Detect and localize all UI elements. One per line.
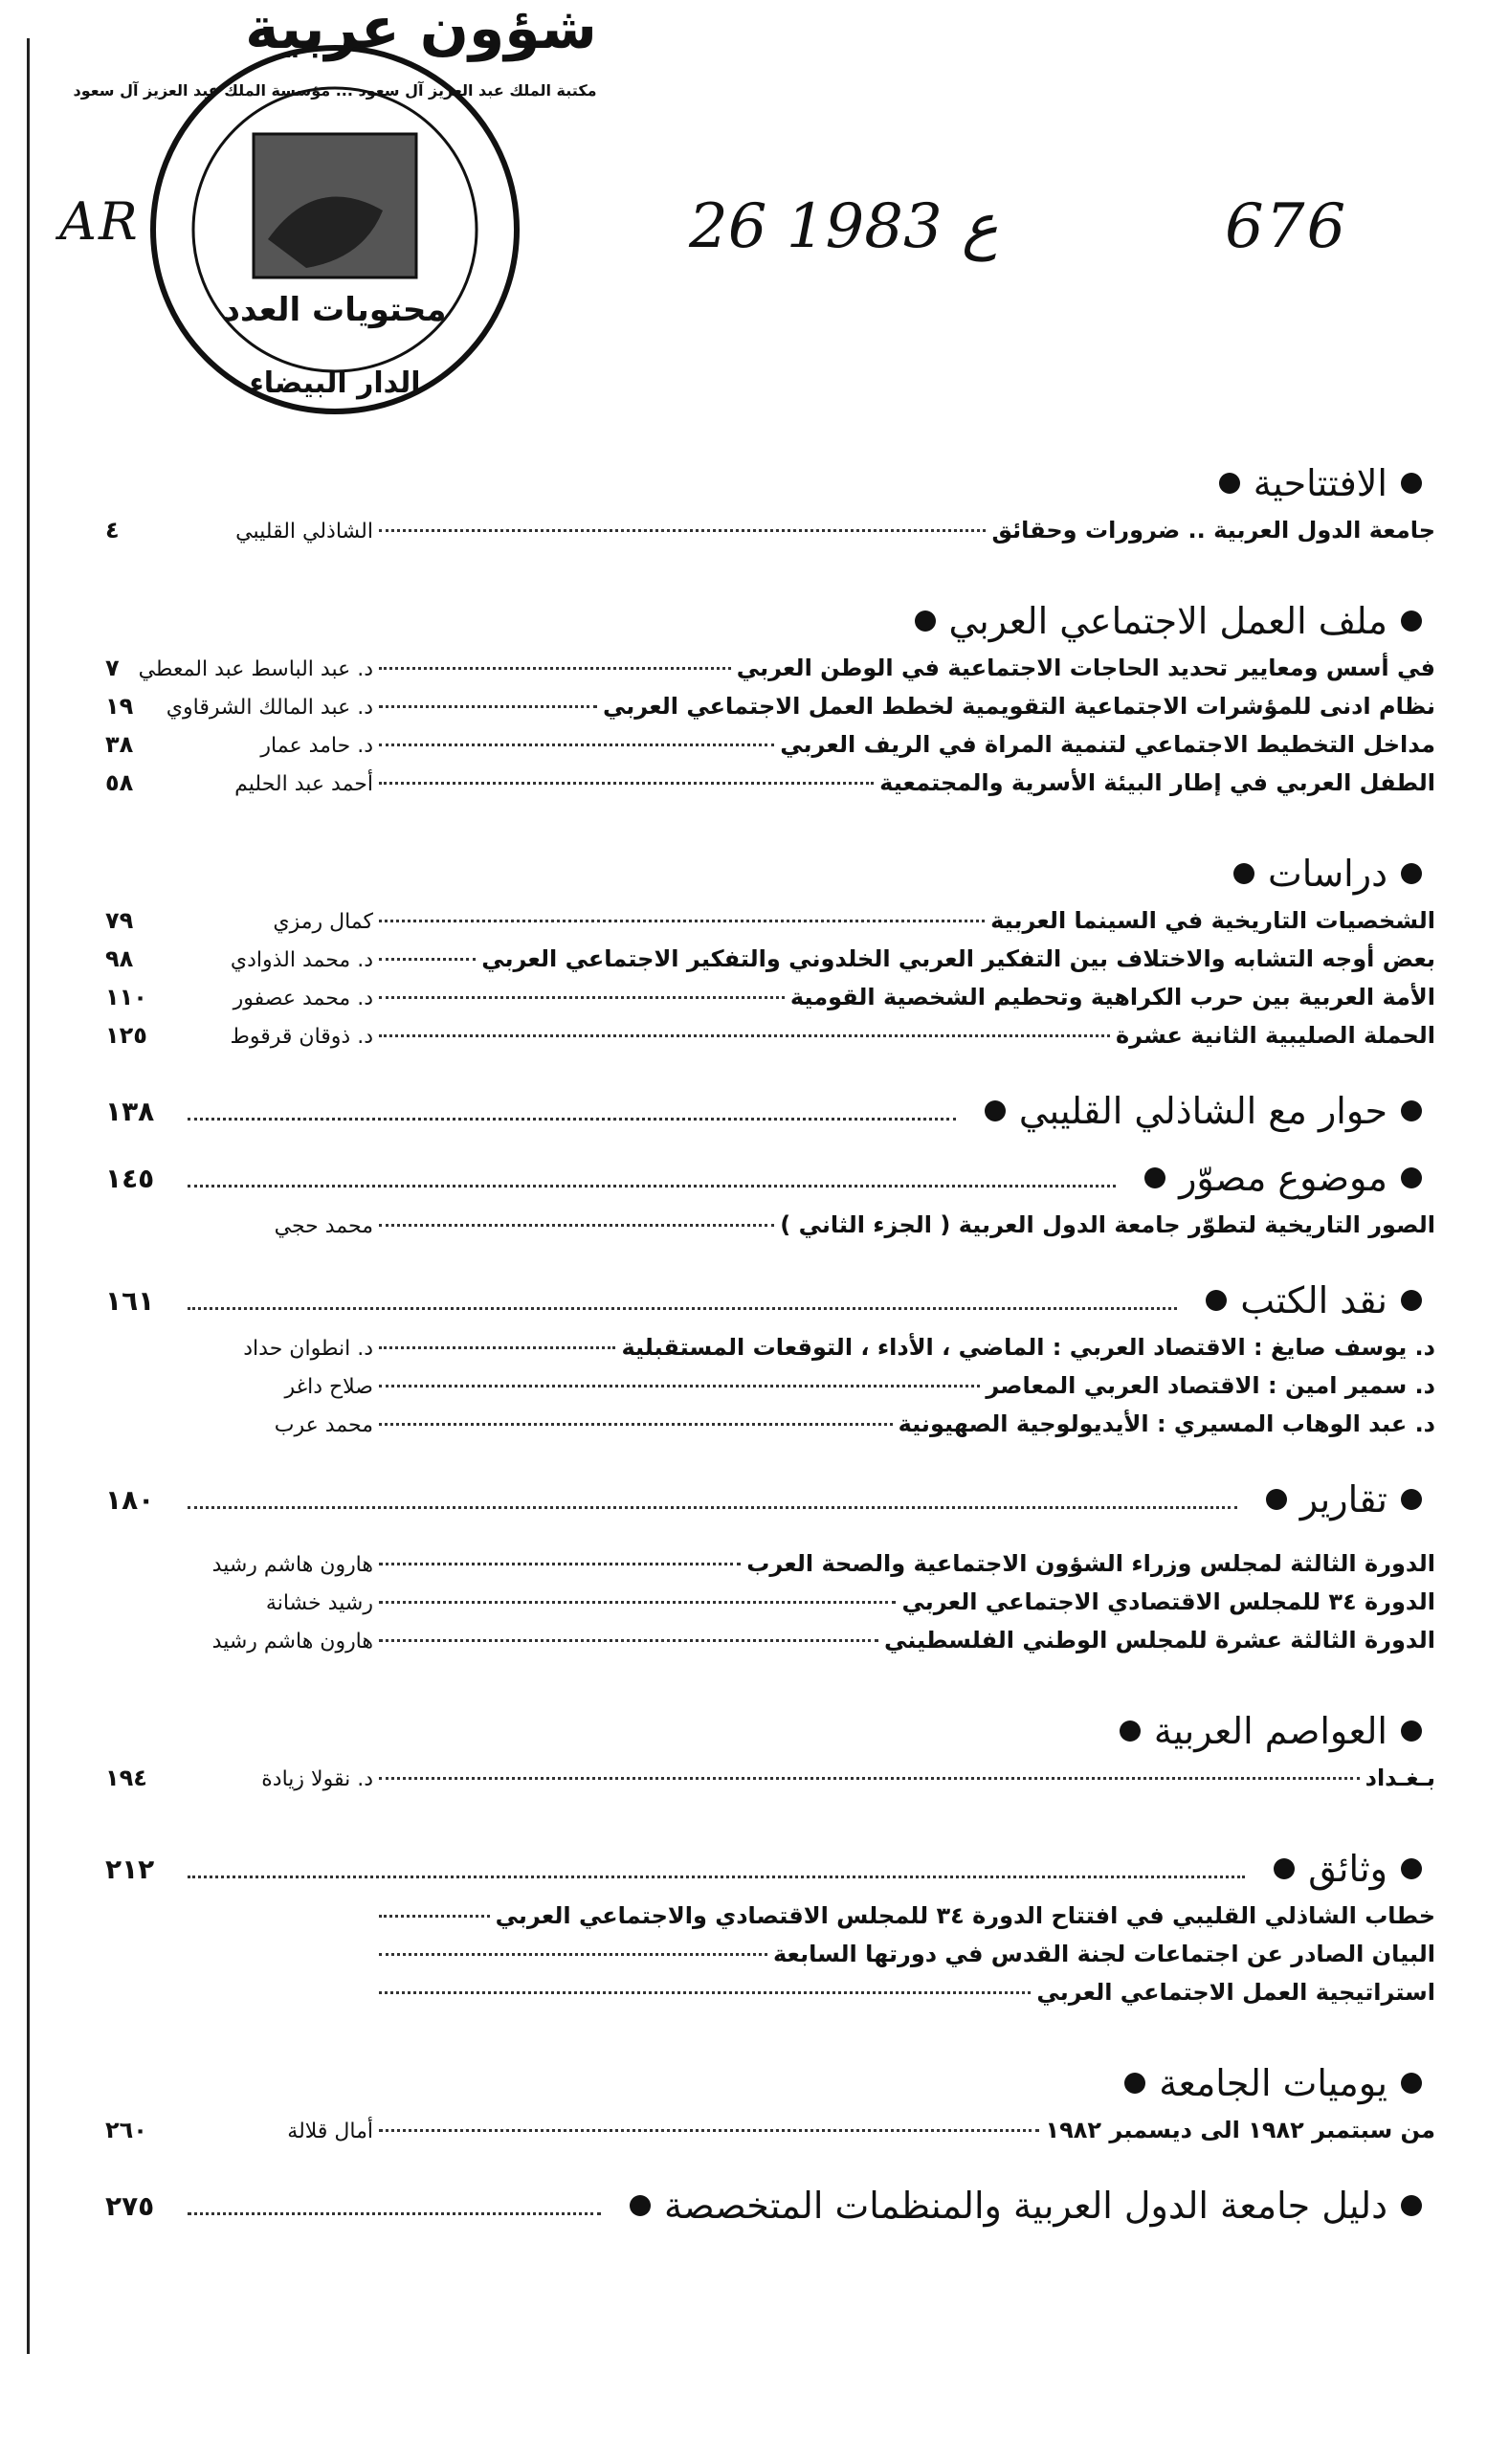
toc-entry (105, 1941, 1435, 1979)
toc-entry (105, 1334, 1435, 1372)
toc-section (105, 1698, 1435, 1803)
section-heading (105, 840, 1435, 907)
entry-title: الدورة الثالثة عشرة للمجلس الوطني الفلسطيني (884, 1627, 1435, 1654)
entry-page: ٩٨ (105, 945, 134, 972)
dot-leader (379, 996, 785, 999)
stamp-brand: شؤون عربية (245, 0, 597, 62)
bullet-icon (1401, 2073, 1422, 2094)
stamp-ring-text: مكتبة الملك عبد العزيز آل سعود ... مؤسسة الملك عبد العزيز آل سعود (73, 81, 597, 100)
dot-leader (379, 1423, 893, 1426)
toc-section (105, 2050, 1435, 2155)
entry-title: استراتيجية العمل الاجتماعي العربي (1036, 1979, 1435, 2006)
toc-entry (105, 1410, 1435, 1449)
section-heading (105, 2172, 1435, 2239)
toc-entry (105, 1022, 1435, 1060)
entry-author: محمد عرب (274, 1413, 373, 1437)
handwritten-issue-date: 26 ع 1983 (689, 191, 999, 262)
dot-leader (379, 529, 986, 532)
bullet-icon (1401, 610, 1422, 632)
section-title: دليل جامعة الدول العربية والمنظمات المتخصصة (664, 2185, 1387, 2227)
entry-author: د. حامد عمار (260, 734, 373, 758)
toc-section (105, 588, 1435, 808)
toc-entry (105, 2117, 1435, 2155)
toc-section (105, 840, 1435, 1060)
toc-section (105, 2172, 1435, 2239)
dot-leader (379, 958, 476, 961)
stamp-label: محتويات العدد (223, 291, 447, 329)
dot-leader (379, 1034, 1110, 1037)
toc-entry (105, 693, 1435, 731)
entry-page: ١٩٤ (105, 1765, 147, 1791)
dot-leader (379, 1563, 741, 1565)
entry-page: ٥٨ (105, 769, 134, 796)
section-title: حوار مع الشاذلي القليبي (1018, 1090, 1387, 1132)
dot-leader (379, 1953, 767, 1956)
section-title: ملف العمل الاجتماعي العربي (948, 600, 1387, 642)
dot-leader (188, 1506, 1237, 1509)
entry-title: د. سمير امين : الاقتصاد العربي المعاصر (986, 1372, 1435, 1399)
bullet-icon (985, 1100, 1006, 1121)
section-heading (105, 450, 1435, 517)
section-heading (105, 1698, 1435, 1765)
section-page: ١٨٠ (105, 1483, 155, 1516)
dot-leader (188, 1185, 1116, 1188)
bullet-icon (630, 2195, 651, 2216)
dot-leader (379, 1777, 1360, 1780)
entry-title: من سبتمبر ١٩٨٢ الى ديسمبر ١٩٨٢ (1045, 2117, 1435, 2143)
toc-section (105, 1466, 1435, 1665)
toc-entry (105, 655, 1435, 693)
entry-title: الدورة ٣٤ للمجلس الاقتصادي الاجتماعي العربي (901, 1588, 1435, 1615)
toc-entry (105, 731, 1435, 769)
toc-entry (105, 1627, 1435, 1665)
dot-leader (379, 1385, 980, 1387)
table-of-contents (105, 450, 1435, 2239)
toc-entry (105, 1588, 1435, 1627)
section-heading (105, 1835, 1435, 1902)
bullet-icon (1401, 1167, 1422, 1188)
section-heading (105, 1267, 1435, 1334)
section-heading (105, 1077, 1435, 1144)
section-title: الافتتاحية (1253, 462, 1387, 504)
toc-entry (105, 1372, 1435, 1410)
entry-author: د. نقولا زيادة (261, 1767, 373, 1791)
bullet-icon (915, 610, 936, 632)
entry-author: الشاذلي القليبي (235, 520, 373, 544)
entry-page: ١٩ (105, 693, 134, 720)
entry-title: جامعة الدول العربية .. ضرورات وحقائق (991, 517, 1435, 544)
section-heading (105, 1144, 1435, 1211)
toc-entry (105, 1902, 1435, 1941)
entry-author: رشيد خشانة (265, 1591, 373, 1615)
dot-leader (379, 1601, 896, 1604)
section-title: موضوع مصوّر (1179, 1157, 1387, 1199)
entry-title: بـغـداد (1365, 1765, 1435, 1791)
dot-leader (379, 667, 731, 670)
dot-leader (379, 1991, 1031, 1994)
entry-page: ٢٦٠ (105, 2117, 147, 2143)
handwritten-code: AR (59, 191, 140, 252)
bullet-icon (1401, 863, 1422, 884)
entry-author: هارون هاشم رشيد (211, 1630, 373, 1654)
bullet-icon (1401, 1858, 1422, 1879)
entry-page: ٣٨ (105, 731, 134, 758)
toc-entry (105, 1765, 1435, 1803)
section-heading (105, 588, 1435, 655)
dot-leader (379, 1224, 774, 1227)
entry-title: الأمة العربية بين حرب الكراهية وتحطيم الشخصية القومية (789, 984, 1435, 1010)
entry-page: ١٢٥ (105, 1022, 147, 1049)
entry-title: نظام ادنى للمؤشرات الاجتماعية التقويمية لخطط العمل الاجتماعي العربي (603, 693, 1435, 720)
toc-section (105, 1835, 1435, 2017)
section-title: وثائق (1308, 1848, 1387, 1890)
entry-title: د. يوسف صايغ : الاقتصاد العربي : الماضي ، الأداء ، التوقعات المستقبلية (621, 1334, 1435, 1361)
dot-leader (188, 1876, 1245, 1878)
entry-title: الحملة الصليبية الثانية عشرة (1116, 1022, 1435, 1049)
toc-section (105, 450, 1435, 555)
section-title: يوميات الجامعة (1159, 2062, 1387, 2104)
bullet-icon (1401, 1720, 1422, 1742)
dot-leader (379, 705, 597, 708)
toc-entry (105, 1550, 1435, 1588)
section-title: العواصم العربية (1153, 1710, 1387, 1752)
dot-leader (379, 2129, 1039, 2132)
entry-title: الشخصيات التاريخية في السينما العربية (990, 907, 1435, 934)
entry-author: د. ذوقان قرقوط (230, 1025, 373, 1049)
entry-author: د. انطوان حداد (243, 1337, 373, 1361)
entry-author: أحمد عبد الحليم (234, 772, 373, 796)
entry-author: د. محمد عصفور (233, 987, 373, 1010)
entry-author: صلاح داغر (284, 1375, 373, 1399)
section-page: ١٤٥ (105, 1162, 155, 1194)
section-title: نقد الكتب (1240, 1279, 1387, 1321)
toc-section (105, 1144, 1435, 1250)
dot-leader (379, 782, 874, 785)
section-heading (105, 1466, 1435, 1533)
dot-leader (188, 1118, 956, 1121)
toc-entry (105, 984, 1435, 1022)
bullet-icon (1219, 473, 1240, 494)
entry-title: د. عبد الوهاب المسيري : الأيديولوجية الصهيونية (898, 1410, 1435, 1437)
entry-page: ٧٩ (105, 907, 134, 934)
bullet-icon (1120, 1720, 1141, 1742)
left-margin-rule (27, 38, 30, 2354)
section-page: ٢١٢ (105, 1853, 155, 1885)
entry-author: كمال رمزي (273, 910, 373, 934)
bullet-icon (1401, 1489, 1422, 1510)
dot-leader (379, 1346, 615, 1349)
stamp-city: الدار البيضاء (249, 366, 421, 400)
entry-author: د. محمد الذوادي (230, 948, 373, 972)
toc-entry (105, 1211, 1435, 1250)
bullet-icon (1401, 1100, 1422, 1121)
bullet-icon (1266, 1489, 1287, 1510)
entry-title: الطفل العربي في إطار البيئة الأسرية والمجتمعية (879, 769, 1435, 796)
toc-entry (105, 1979, 1435, 2017)
entry-page: ٤ (105, 517, 120, 544)
toc-entry (105, 517, 1435, 555)
entry-author: هارون هاشم رشيد (211, 1553, 373, 1577)
toc-entry (105, 945, 1435, 984)
dot-leader (188, 2212, 601, 2215)
section-page: ٢٧٥ (105, 2189, 155, 2222)
section-page: ١٣٨ (105, 1095, 155, 1127)
bullet-icon (1401, 473, 1422, 494)
dot-leader (379, 1639, 878, 1642)
section-page: ١٦١ (105, 1284, 155, 1317)
dot-leader (188, 1307, 1177, 1310)
entry-page: ٧ (105, 655, 120, 681)
entry-title: بعض أوجه التشابه والاختلاف بين التفكير العربي الخلدوني والتفكير الاجتماعي العربي (481, 945, 1435, 972)
entry-title: البيان الصادر عن اجتماعات لجنة القدس في دورتها السابعة (773, 1941, 1435, 1967)
bullet-icon (1206, 1290, 1227, 1311)
dot-leader (379, 1915, 490, 1918)
bullet-icon (1233, 863, 1254, 884)
entry-title: خطاب الشاذلي القليبي في افتتاح الدورة ٣٤ للمجلس الاقتصادي والاجتماعي العربي (495, 1902, 1435, 1929)
entry-author: أمال قلالة (287, 2120, 373, 2143)
toc-entry (105, 769, 1435, 808)
dot-leader (379, 744, 774, 746)
dot-leader (379, 920, 985, 922)
toc-section (105, 1267, 1435, 1449)
bullet-icon (1401, 2195, 1422, 2216)
entry-title: الصور التاريخية لتطوّر جامعة الدول العربية ( الجزء الثاني ) (780, 1211, 1435, 1238)
section-title: تقارير (1299, 1478, 1387, 1521)
toc-entry (105, 907, 1435, 945)
entry-title: الدورة الثالثة لمجلس وزراء الشؤون الاجتماعية والصحة العرب (746, 1550, 1435, 1577)
bullet-icon (1274, 1858, 1295, 1879)
entry-author: د. عبد المالك الشرقاوي (166, 696, 373, 720)
bullet-icon (1124, 2073, 1145, 2094)
bullet-icon (1144, 1167, 1165, 1188)
toc-section (105, 1077, 1435, 1144)
entry-title: مداخل التخطيط الاجتماعي لتنمية المراة في الريف العربي (780, 731, 1435, 758)
entry-page: ١١٠ (105, 984, 147, 1010)
section-heading (105, 2050, 1435, 2117)
entry-author: د. عبد الباسط عبد المعطي (138, 657, 373, 681)
bullet-icon (1401, 1290, 1422, 1311)
entry-title: في أسس ومعايير تحديد الحاجات الاجتماعية في الوطن العربي (736, 655, 1435, 681)
handwritten-number: 676 (1225, 191, 1348, 262)
entry-author: محمد حجي (274, 1214, 373, 1238)
section-title: دراسات (1267, 853, 1387, 895)
